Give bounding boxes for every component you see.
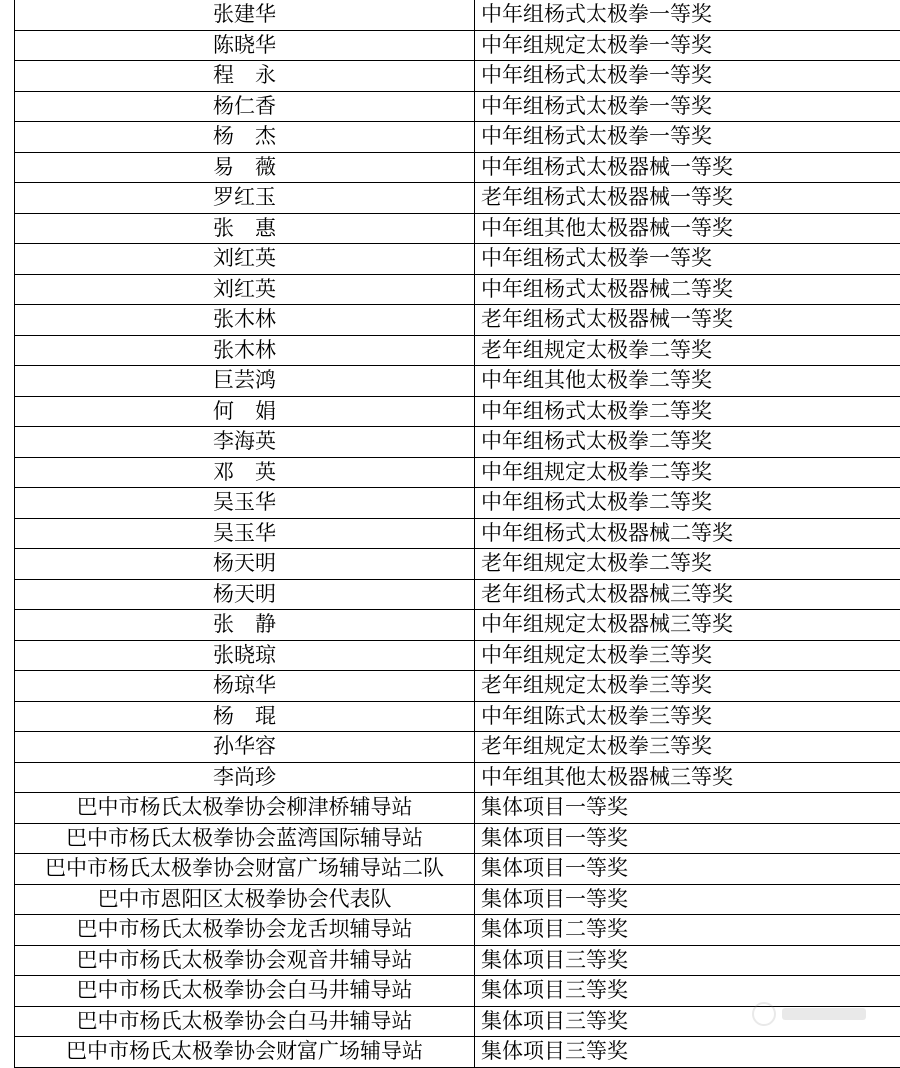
- winner-name-cell: 杨天明: [15, 549, 475, 580]
- table-row: [15, 122, 900, 153]
- winner-name-cell: 巴中市杨氏太极拳协会白马井辅导站: [15, 976, 475, 1007]
- table-row: [15, 366, 900, 397]
- award-cell: 中年组杨式太极拳一等奖: [475, 122, 900, 153]
- table-row: [15, 823, 900, 854]
- table-row: [15, 1037, 900, 1068]
- winner-name-cell: 杨 琨: [15, 701, 475, 732]
- winner-name-cell: 易 薇: [15, 152, 475, 183]
- award-cell: 集体项目三等奖: [475, 1006, 900, 1037]
- winner-name-cell: 巴中市杨氏太极拳协会财富广场辅导站: [15, 1037, 475, 1068]
- award-cell: 中年组杨式太极拳二等奖: [475, 396, 900, 427]
- award-cell: 中年组规定太极器械三等奖: [475, 610, 900, 641]
- award-cell: 中年组杨式太极拳二等奖: [475, 488, 900, 519]
- table-row: [15, 213, 900, 244]
- winner-name-cell: 巨芸鸿: [15, 366, 475, 397]
- table-row: [15, 915, 900, 946]
- award-cell: 集体项目三等奖: [475, 1037, 900, 1068]
- table-row: [15, 457, 900, 488]
- award-cell: 集体项目一等奖: [475, 854, 900, 885]
- award-cell: 老年组杨式太极器械一等奖: [475, 183, 900, 214]
- winner-name-cell: 杨琼华: [15, 671, 475, 702]
- award-cell: 老年组规定太极拳二等奖: [475, 549, 900, 580]
- award-cell: 中年组其他太极拳二等奖: [475, 366, 900, 397]
- table-row: [15, 183, 900, 214]
- award-cell: 中年组规定太极拳二等奖: [475, 457, 900, 488]
- award-cell: 中年组杨式太极拳一等奖: [475, 244, 900, 275]
- award-cell: 老年组杨式太极器械一等奖: [475, 305, 900, 336]
- winner-name-cell: 吴玉华: [15, 518, 475, 549]
- table-row: [15, 305, 900, 336]
- table-row: [15, 671, 900, 702]
- winner-name-cell: 巴中市杨氏太极拳协会龙舌坝辅导站: [15, 915, 475, 946]
- table-row: [15, 396, 900, 427]
- table-row: [15, 0, 900, 30]
- awards-table: [14, 0, 900, 1068]
- award-cell: 集体项目一等奖: [475, 823, 900, 854]
- winner-name-cell: 孙华容: [15, 732, 475, 763]
- table-row: [15, 640, 900, 671]
- table-row: [15, 579, 900, 610]
- winner-name-cell: 巴中市杨氏太极拳协会白马井辅导站: [15, 1006, 475, 1037]
- table-row: [15, 854, 900, 885]
- award-cell: 中年组其他太极器械一等奖: [475, 213, 900, 244]
- award-cell: 中年组杨式太极器械二等奖: [475, 274, 900, 305]
- table-row: [15, 488, 900, 519]
- award-cell: 集体项目二等奖: [475, 915, 900, 946]
- winner-name-cell: 张 静: [15, 610, 475, 641]
- winner-name-cell: 邓 英: [15, 457, 475, 488]
- table-row: [15, 152, 900, 183]
- winner-name-cell: 巴中市杨氏太极拳协会蓝湾国际辅导站: [15, 823, 475, 854]
- award-cell: 中年组杨式太极拳二等奖: [475, 427, 900, 458]
- table-row: [15, 335, 900, 366]
- winner-name-cell: 张木林: [15, 335, 475, 366]
- winner-name-cell: 张晓琼: [15, 640, 475, 671]
- table-row: [15, 61, 900, 92]
- award-cell: 中年组杨式太极拳一等奖: [475, 61, 900, 92]
- award-cell: 集体项目三等奖: [475, 945, 900, 976]
- winner-name-cell: 杨仁香: [15, 91, 475, 122]
- winner-name-cell: 巴中市杨氏太极拳协会柳津桥辅导站: [15, 793, 475, 824]
- winner-name-cell: 巴中市恩阳区太极拳协会代表队: [15, 884, 475, 915]
- award-cell: 中年组陈式太极拳三等奖: [475, 701, 900, 732]
- winner-name-cell: 李海英: [15, 427, 475, 458]
- award-cell: 中年组其他太极器械三等奖: [475, 762, 900, 793]
- winner-name-cell: 杨天明: [15, 579, 475, 610]
- table-row: [15, 244, 900, 275]
- award-cell: 老年组规定太极拳三等奖: [475, 671, 900, 702]
- winner-name-cell: 陈晓华: [15, 30, 475, 61]
- award-cell: 集体项目一等奖: [475, 884, 900, 915]
- award-cell: 老年组规定太极拳二等奖: [475, 335, 900, 366]
- winner-name-cell: 巴中市杨氏太极拳协会观音井辅导站: [15, 945, 475, 976]
- winner-name-cell: 杨 杰: [15, 122, 475, 153]
- winner-name-cell: 何 娟: [15, 396, 475, 427]
- award-cell: 老年组规定太极拳三等奖: [475, 732, 900, 763]
- winner-name-cell: 张建华: [15, 0, 475, 30]
- table-row: [15, 762, 900, 793]
- award-cell: 中年组杨式太极器械二等奖: [475, 518, 900, 549]
- winner-name-cell: 吴玉华: [15, 488, 475, 519]
- table-row: [15, 274, 900, 305]
- table-row: [15, 732, 900, 763]
- table-row: [15, 793, 900, 824]
- table-row: [15, 884, 900, 915]
- table-row: [15, 30, 900, 61]
- table-row: [15, 610, 900, 641]
- table-row: [15, 945, 900, 976]
- award-cell: 集体项目一等奖: [475, 793, 900, 824]
- award-cell: 中年组杨式太极拳一等奖: [475, 0, 900, 30]
- award-cell: 老年组杨式太极器械三等奖: [475, 579, 900, 610]
- winner-name-cell: 张木林: [15, 305, 475, 336]
- winner-name-cell: 刘红英: [15, 274, 475, 305]
- award-cell: 集体项目三等奖: [475, 976, 900, 1007]
- award-cell: 中年组杨式太极器械一等奖: [475, 152, 900, 183]
- winner-name-cell: 李尚珍: [15, 762, 475, 793]
- awards-table-body: [15, 0, 900, 1067]
- winner-name-cell: 巴中市杨氏太极拳协会财富广场辅导站二队: [15, 854, 475, 885]
- table-row: [15, 701, 900, 732]
- table-row: [15, 549, 900, 580]
- winner-name-cell: 张 惠: [15, 213, 475, 244]
- award-cell: 中年组杨式太极拳一等奖: [475, 91, 900, 122]
- table-row: [15, 518, 900, 549]
- winner-name-cell: 刘红英: [15, 244, 475, 275]
- winner-name-cell: 罗红玉: [15, 183, 475, 214]
- watermark-logo-icon: [752, 1000, 872, 1028]
- table-row: [15, 427, 900, 458]
- award-cell: 中年组规定太极拳一等奖: [475, 30, 900, 61]
- winner-name-cell: 程 永: [15, 61, 475, 92]
- award-cell: 中年组规定太极拳三等奖: [475, 640, 900, 671]
- table-row: [15, 91, 900, 122]
